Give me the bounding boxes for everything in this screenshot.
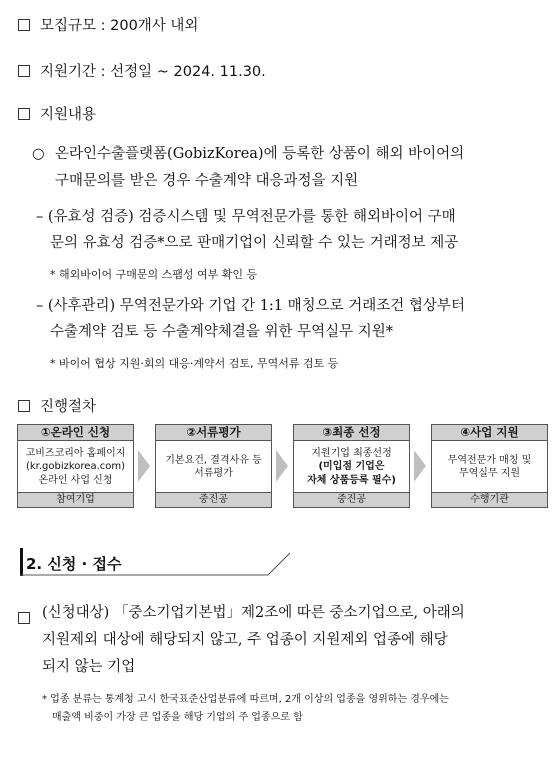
- process-step-2: [155, 424, 272, 508]
- step-title: ③최종 선정: [294, 425, 409, 441]
- eligibility-line-3: 되지 않는 기업: [42, 659, 136, 675]
- eligibility-note-2: 매출액 비중이 가장 큰 업종을 해당 기업의 주 업종으로 함: [52, 712, 303, 723]
- arrow-right-icon: [138, 450, 150, 482]
- process-step-1: [17, 424, 134, 508]
- checkbox-icon: [18, 400, 30, 412]
- step-body: [432, 441, 547, 493]
- checkbox-icon: [18, 19, 30, 31]
- step-footer: 참여기업: [18, 492, 133, 507]
- aftercare-note: * 바이어 협상 지원·회의 대응·계약서 검토, 무역서류 검토 등: [50, 357, 339, 370]
- step-line: 무역실무 지원: [458, 468, 521, 479]
- step-body: [156, 441, 271, 493]
- step-footer: 중진공: [156, 492, 271, 507]
- process-step-4: [431, 424, 548, 508]
- step-body: [18, 441, 133, 493]
- checkbox-icon: [18, 108, 30, 120]
- process-step-3: [293, 424, 410, 508]
- validity-line-2: 문의 유효성 검증*으로 판매기업이 신뢰할 수 있는 거래정보 제공: [50, 235, 459, 251]
- arrow-right-icon: [414, 450, 426, 482]
- process-text: 진행절차: [40, 399, 97, 415]
- aftercare-line-2: 수출계약 검토 등 수출계약체결을 위한 무역실무 지원*: [50, 324, 394, 340]
- section-title: 2. 신청 · 접수: [26, 555, 122, 573]
- step-line: 지원기업 최종선정: [311, 447, 392, 459]
- step-body: [294, 441, 409, 493]
- step-line: 무역전문가 매칭 및: [447, 454, 532, 466]
- checkbox-icon: [18, 612, 30, 624]
- validity-note: * 해외바이어 구매문의 스팸성 여부 확인 등: [50, 268, 258, 281]
- eligibility-line-2: 지원제외 대상에 해당되지 않고, 주 업종이 지원제외 업종에 해당: [42, 632, 448, 648]
- step-line: 자체 상품등록 필수): [307, 474, 396, 486]
- step-line: 고비즈코리아 홈페이지: [25, 447, 126, 459]
- eligibility-line-1: (신청대상) 「중소기업기본법」제2조에 따른 중소기업으로, 아래의: [42, 605, 465, 621]
- intro-bullet: ○: [32, 146, 45, 162]
- step-line: (kr.gobizkorea.com): [25, 461, 126, 473]
- intro-line-2: 구매문의를 받은 경우 수출계약 대응과정을 지원: [55, 173, 359, 189]
- step-footer: 수행기관: [432, 492, 547, 507]
- step-footer: 중진공: [294, 492, 409, 507]
- step-line: (미입점 기업은: [318, 461, 385, 473]
- step-title: ④사업 지원: [432, 425, 547, 441]
- step-line: 기본요건, 결격사유 등: [165, 454, 262, 466]
- intro-line-1: 온라인수출플랫폼(GobizKorea)에 등록한 상품이 해외 바이어의: [55, 146, 465, 162]
- section-2-header: [20, 548, 290, 576]
- content-text: 지원내용: [40, 107, 97, 123]
- scale-item: [18, 14, 198, 35]
- process-item: [18, 395, 96, 416]
- arrow-right-icon: [276, 450, 288, 482]
- step-line: 온라인 사업 신청: [38, 474, 113, 486]
- period-item: [18, 60, 266, 81]
- eligibility-item: [18, 608, 40, 627]
- validity-line-1: – (유효성 검증) 검증시스템 및 무역전문가를 통한 해외바이어 구매: [36, 209, 456, 225]
- step-line: 서류평가: [194, 468, 233, 479]
- aftercare-line-1: – (사후관리) 무역전문가와 기업 간 1:1 매칭으로 거래조건 협상부터: [36, 298, 465, 314]
- step-title: ②서류평가: [156, 425, 271, 441]
- period-text: 지원기간 : 선정일 ~ 2024. 11.30.: [40, 64, 266, 80]
- checkbox-icon: [18, 65, 30, 77]
- content-item: [18, 103, 96, 124]
- scale-text: 모집규모 : 200개사 내외: [40, 18, 199, 34]
- step-title: ①온라인 신청: [18, 425, 133, 441]
- eligibility-note-1: * 업종 분류는 통계청 고시 한국표준산업분류에 따르며, 2개 이상의 업종을 영위하는 경우에는: [42, 694, 449, 705]
